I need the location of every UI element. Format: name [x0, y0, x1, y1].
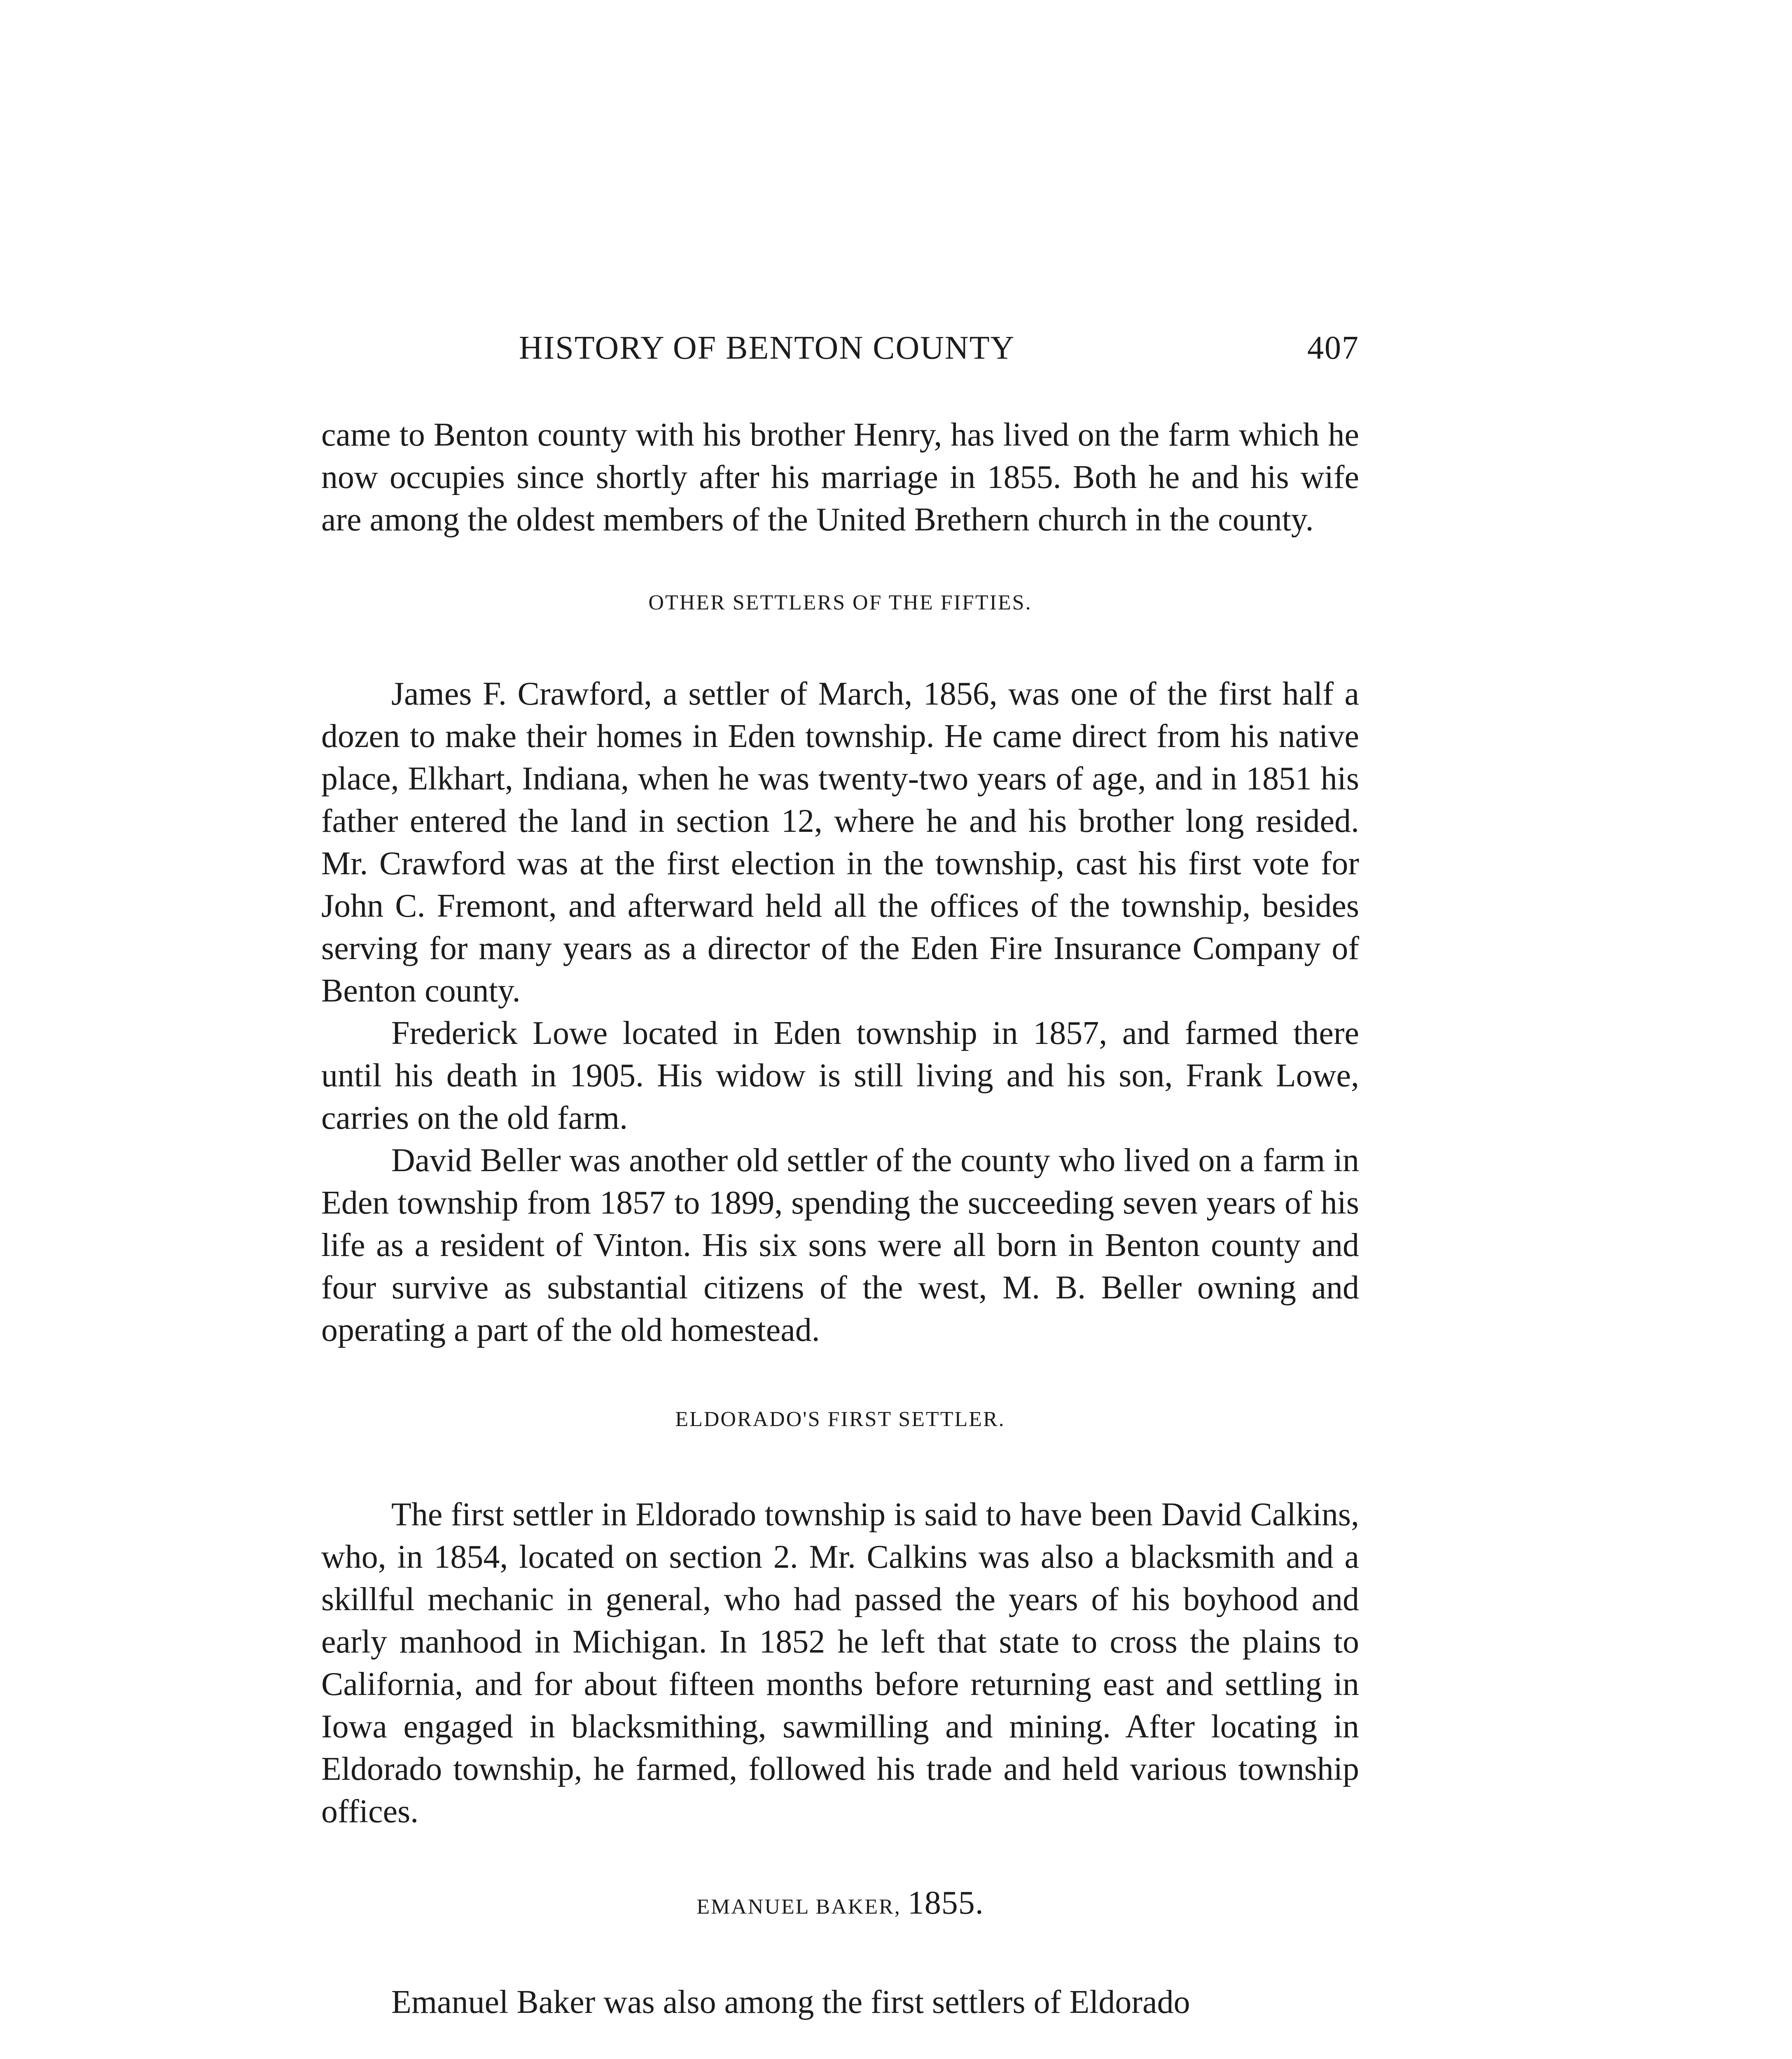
page-number: 407 — [1307, 330, 1359, 366]
paragraph-baker: Emanuel Baker was also among the first settlers of Eldorado — [391, 1984, 1190, 2020]
paragraph-crawford: James F. Crawford, a settler of March, 1856, was one of the first half a dozen to make their homes in Eden township. He came direct from his native place, Elkhart, Indiana, when he was twenty-two years of age, and in 1851 his father entered the land in section 12, where he and his brother long resided. Mr. Crawford was at the first election in the township, cast his first vote for John C. Fremont, and afterward held all the offices of the township, besides serving for many years as a director of the Eden Fire Insurance Company of Benton county. — [321, 676, 1359, 1009]
section-heading-emanuel-baker — [321, 1885, 1359, 1921]
running-title: HISTORY OF BENTON COUNTY — [519, 330, 1015, 366]
heading-year: 1855. — [907, 1885, 984, 1921]
running-head — [321, 329, 1359, 379]
paragraph-beller: David Beller was another old settler of the county who lived on a farm in Eden township from 1857 to 1899, spending the succeeding seven years of his life as a resident of Vinton. His six sons were all born in Benton county and four survive as substantial citizens of the west, M. B. Beller owning and operating a part of the old homestead. — [321, 1142, 1359, 1348]
paragraph-calkins: The first settler in Eldorado township is said to have been David Calkins, who, in 1854, located on section 2. Mr. Calkins was also a blacksmith and a skillful mechanic in general, who had passed the years of his boyhood and early manhood in Michigan. In 1852 he left that state to cross the plains to California, and for about fifteen months before returning east and settling in Iowa engaged in blacksmithing, sawmilling and mining. After locating in Eldorado township, he farmed, followed his trade and held various township offices. — [321, 1496, 1359, 1830]
section-heading-other-settlers: OTHER SETTLERS OF THE FIFTIES. — [648, 591, 1032, 614]
continued-paragraph: came to Benton county with his brother Henry, has lived on the farm which he now occupies since shortly after his marriage in 1855. Both he and his wife are among the oldest members of the United Brethern church in the county. — [321, 417, 1359, 538]
heading-name: EMANUEL BAKER, — [696, 1895, 901, 1919]
section-heading-eldorado-first-settler: ELDORADO'S FIRST SETTLER. — [675, 1408, 1005, 1431]
page-body — [321, 414, 1359, 2024]
paragraph-lowe: Frederick Lowe located in Eden township in 1857, and farmed there until his death in 1905. His widow is still living and his son, Frank Lowe, carries on the old farm. — [321, 1015, 1359, 1136]
